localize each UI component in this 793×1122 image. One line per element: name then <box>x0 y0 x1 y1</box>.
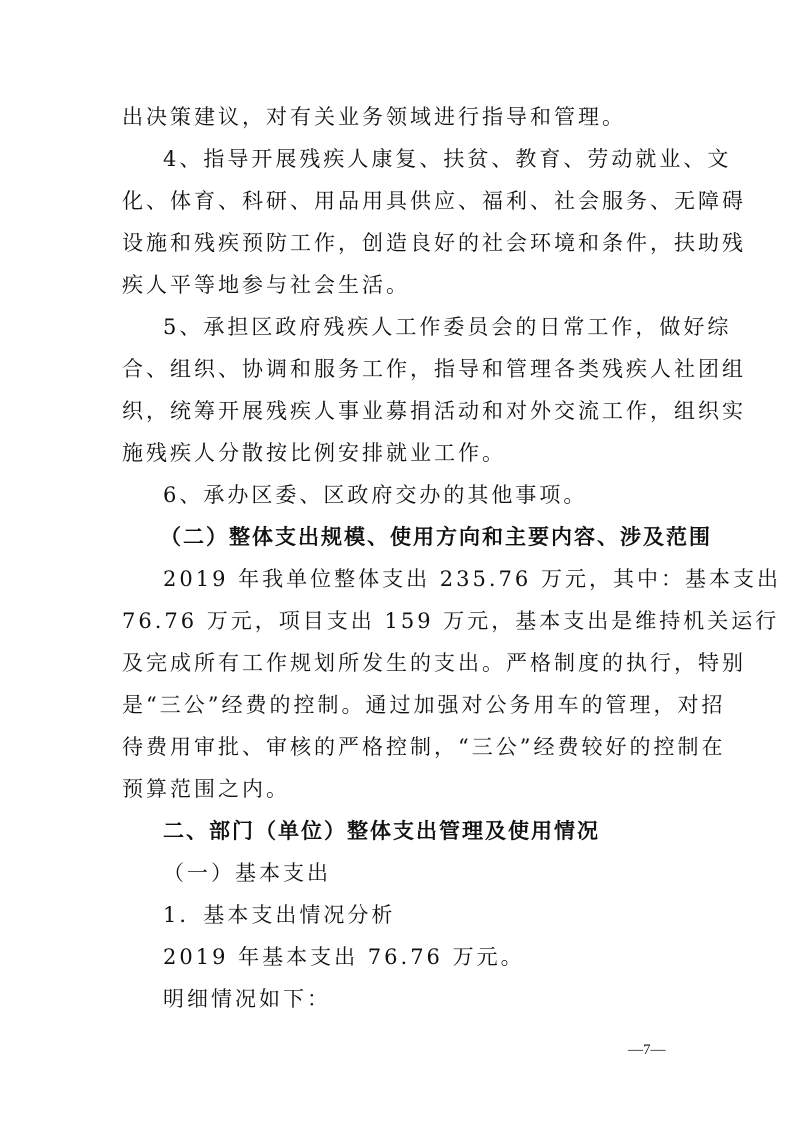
text-line-17: 预算范围之内。 <box>122 777 290 801</box>
text-line-5: 疾人平等地参与社会生活。 <box>122 273 410 297</box>
text-line-6: 5、承担区政府残疾人工作委员会的日常工作，做好综 <box>163 315 732 339</box>
text-line-15: 是“三公”经费的控制。通过加强对公务用车的管理，对招 <box>122 693 726 717</box>
text-line-7: 合、组织、协调和服务工作，指导和管理各类残疾人社团组 <box>122 357 746 381</box>
subsection-item-heading: 1．基本支出情况分析 <box>163 903 396 927</box>
text-line-21: 2019 年基本支出 76.76 万元。 <box>163 945 525 969</box>
text-line-9: 施残疾人分散按比例安排就业工作。 <box>122 441 506 465</box>
text-line-22: 明细情况如下： <box>163 987 331 1011</box>
section-heading-2: （二）整体支出规模、使用方向和主要内容、涉及范围 <box>160 525 712 549</box>
text-line-14: 及完成所有工作规划所发生的支出。严格制度的执行，特别 <box>122 651 746 675</box>
text-line-13: 76.76 万元，项目支出 159 万元，基本支出是维持机关运行 <box>122 609 780 633</box>
text-line-8: 织，统筹开展残疾人事业募捐活动和对外交流工作，组织实 <box>122 399 746 423</box>
text-line-4: 设施和残疾预防工作，创造良好的社会环境和条件，扶助残 <box>122 231 746 255</box>
subsection-heading: （一）基本支出 <box>163 861 331 885</box>
text-line-12: 2019 年我单位整体支出 235.76 万元，其中：基本支出 <box>163 567 781 591</box>
chapter-heading-2: 二、部门（单位）整体支出管理及使用情况 <box>163 819 600 843</box>
text-line-3: 化、体育、科研、用品用具供应、福利、社会服务、无障碍 <box>122 189 746 213</box>
text-line-2: 4、指导开展残疾人康复、扶贫、教育、劳动就业、文 <box>163 147 732 171</box>
text-line-1: 出决策建议，对有关业务领域进行指导和管理。 <box>122 105 626 129</box>
text-line-16: 待费用审批、审核的严格控制，“三公”经费较好的控制在 <box>122 735 726 759</box>
text-line-10: 6、承办区委、区政府交办的其他事项。 <box>163 483 588 507</box>
page-number: —7— <box>628 1042 666 1058</box>
